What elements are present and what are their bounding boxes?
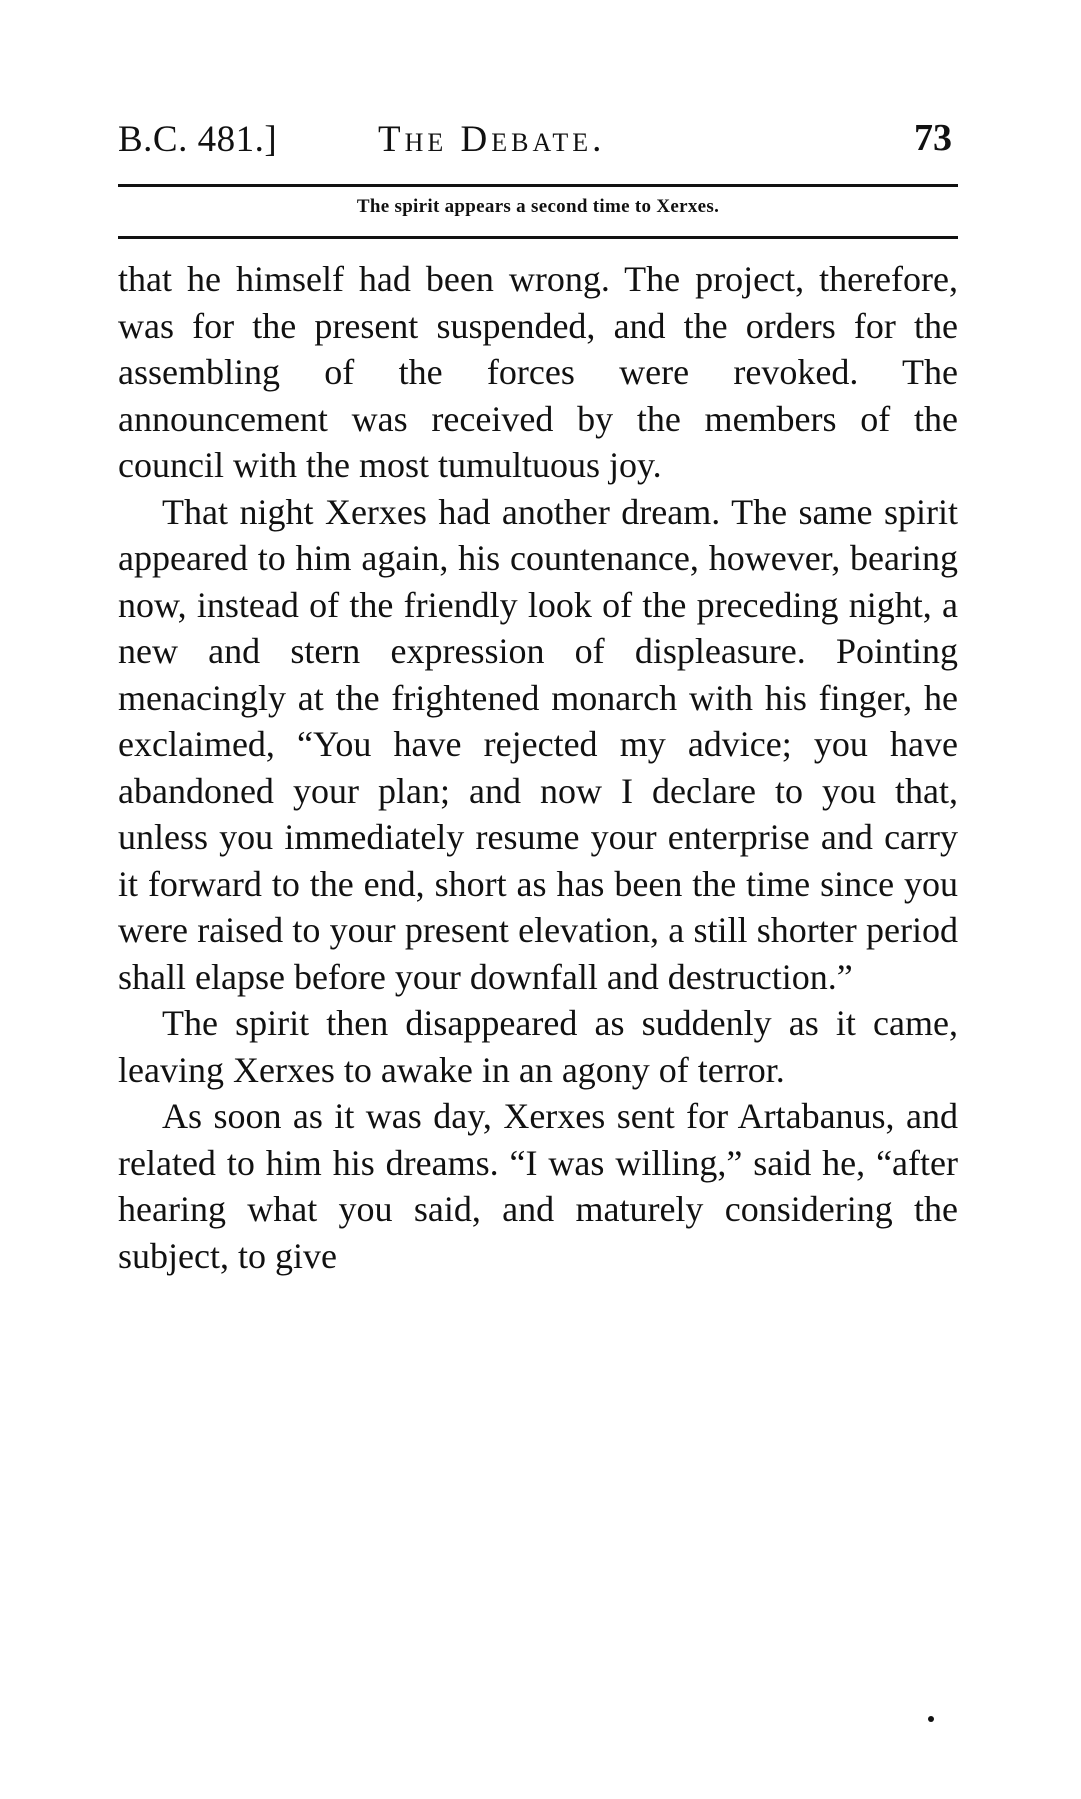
- running-head: [118, 108, 958, 168]
- book-page: [118, 108, 958, 1768]
- page-subheading: The spirit appears a second time to Xerxes.: [356, 196, 720, 217]
- bottom-rule: [118, 236, 958, 239]
- page-number: 73: [914, 117, 952, 159]
- top-rule: [118, 184, 958, 187]
- chapter-title: The Debate.: [378, 119, 606, 160]
- printer-mark: [928, 1716, 934, 1722]
- paragraph: That night Xerxes had another dream. The same spirit appeared to him again, his countenance, however, bearing now, instead of the friendly look of the preceding night, a new and stern expression of displeasure. Pointing menacingly at the frightened monarch with his finger, he exclaimed, “You have rejected my advice; you have abandoned your plan; and now I declare to you that, unless you immediately resume your enterprise and carry it forward to the end, short as has been the time since you were raised to your present elevation, a still shorter period shall elapse before your downfall and destruction.”: [118, 491, 958, 997]
- paragraph: The spirit then disappeared as suddenly as it came, leaving Xerxes to awake in an agony of terror.: [118, 1003, 958, 1090]
- paragraph: that he himself had been wrong. The project, therefore, was for the present suspended, and the orders for the assembling of the forces were revoked. The announcement was received by the members of the council with the most tumultuous joy.: [118, 259, 958, 485]
- paragraph: As soon as it was day, Xerxes sent for Artabanus, and related to him his dreams. “I was willing,” said he, “after hearing what you said, and maturely considering the subject, to give: [118, 1096, 958, 1276]
- body-text: [118, 256, 958, 1279]
- header-date: B.C. 481.]: [118, 119, 278, 160]
